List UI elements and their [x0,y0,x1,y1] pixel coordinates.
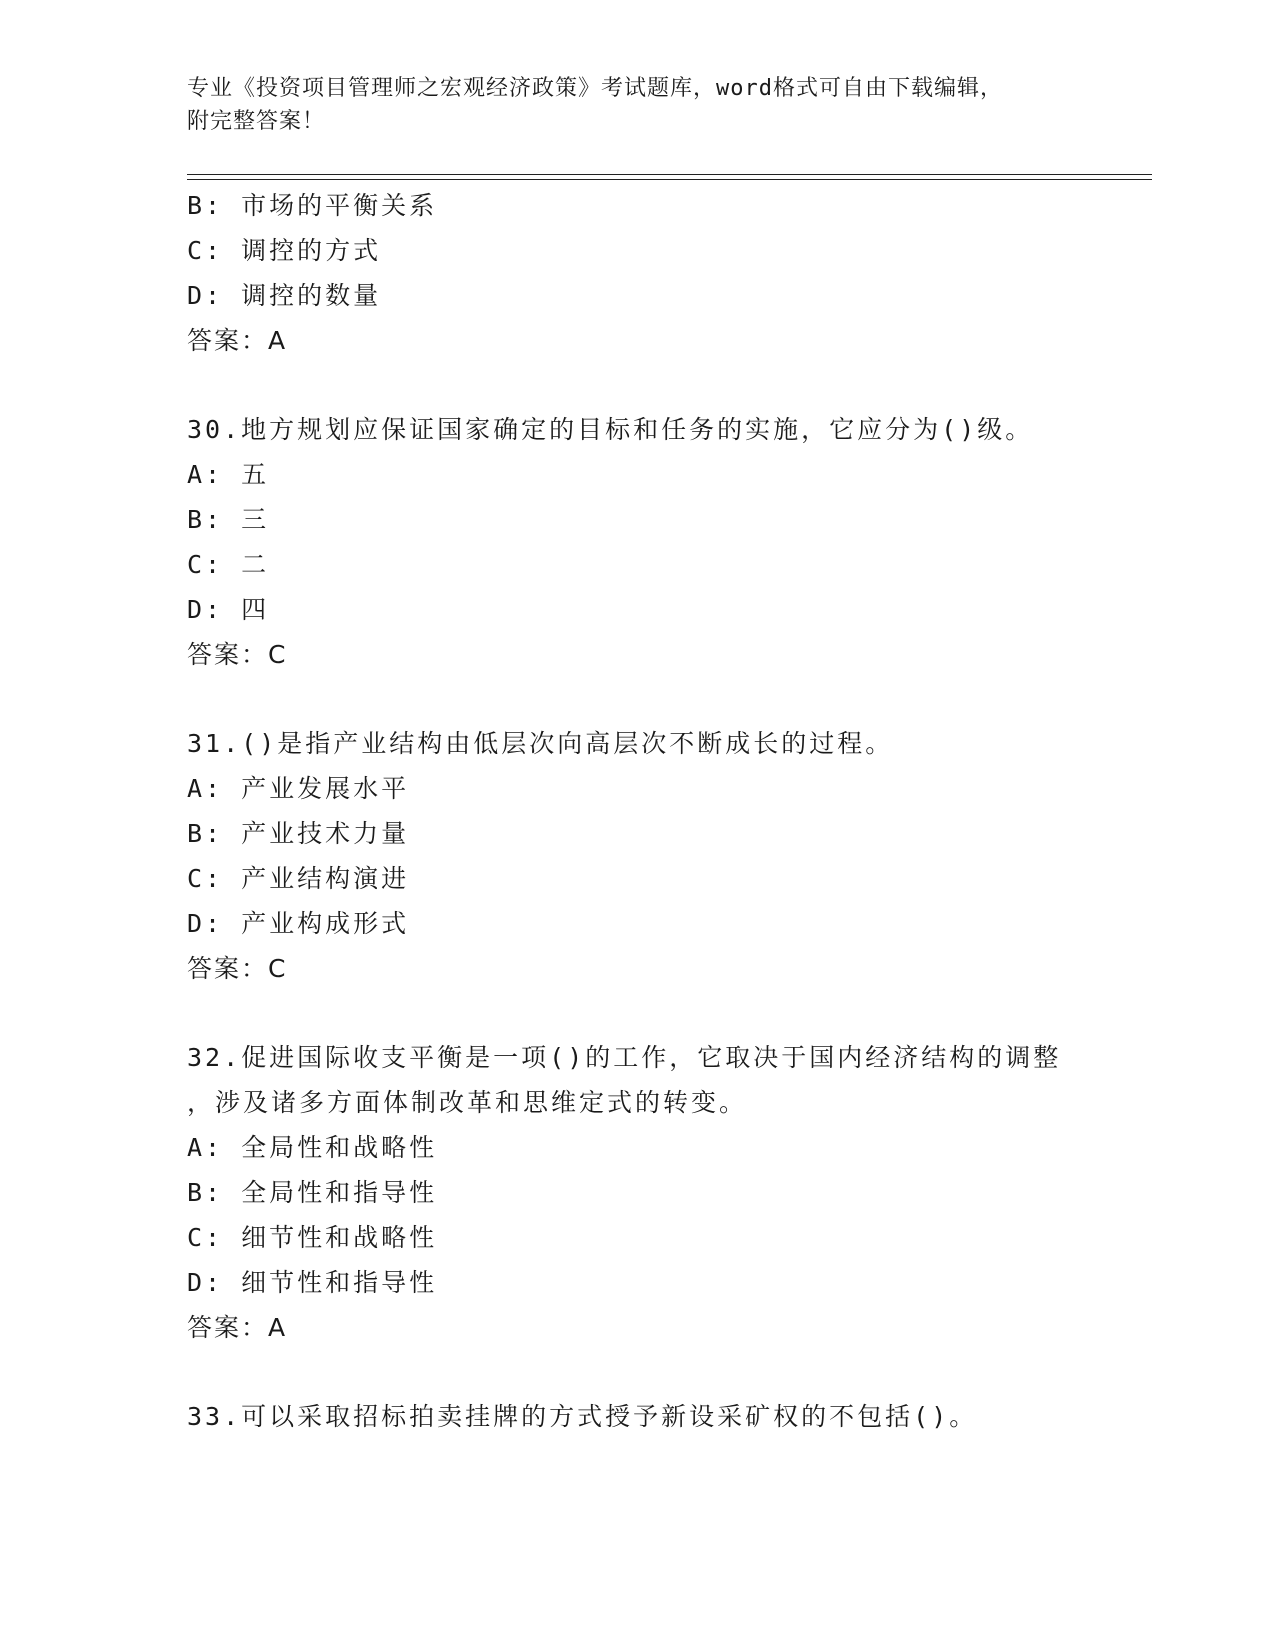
answer-line: 答案：A [187,326,288,355]
question-line: 31.()是指产业结构由低层次向高层次不断成长的过程。 [187,729,894,758]
option-line: B: 三 [187,505,270,534]
option-line: D: 四 [187,595,270,624]
header-rule-top [187,174,1152,175]
option-line: A: 全局性和战略性 [187,1133,438,1162]
option-line: A: 五 [187,460,270,489]
option-line: D: 产业构成形式 [187,909,410,938]
header-line-2: 附完整答案！ [187,109,326,134]
option-line: C: 细节性和战略性 [187,1223,438,1252]
header-rule-bottom [187,179,1152,180]
option-line: D: 调控的数量 [187,281,382,310]
option-line: D: 细节性和指导性 [187,1268,438,1297]
question-line: 32.促进国际收支平衡是一项()的工作，它取决于国内经济结构的调整 [187,1043,1062,1072]
answer-line: 答案：C [187,640,288,669]
question-line-continued: ，涉及诸多方面体制改革和思维定式的转变。 [187,1088,748,1117]
answer-line: 答案：A [187,1313,288,1342]
option-line: B: 全局性和指导性 [187,1178,438,1207]
option-line: C: 二 [187,550,270,579]
option-line: B: 市场的平衡关系 [187,191,438,220]
question-line: 30.地方规划应保证国家确定的目标和任务的实施，它应分为()级。 [187,415,1034,444]
question-line: 33.可以采取招标拍卖挂牌的方式授予新设采矿权的不包括()。 [187,1402,978,1431]
option-line: A: 产业发展水平 [187,774,410,803]
header-line-1: 专业《投资项目管理师之宏观经济政策》考试题库，word格式可自由下载编辑， [187,76,1003,101]
answer-line: 答案：C [187,954,288,983]
option-line: C: 产业结构演进 [187,864,410,893]
option-line: B: 产业技术力量 [187,819,410,848]
option-line: C: 调控的方式 [187,236,382,265]
document-header [187,72,1067,138]
